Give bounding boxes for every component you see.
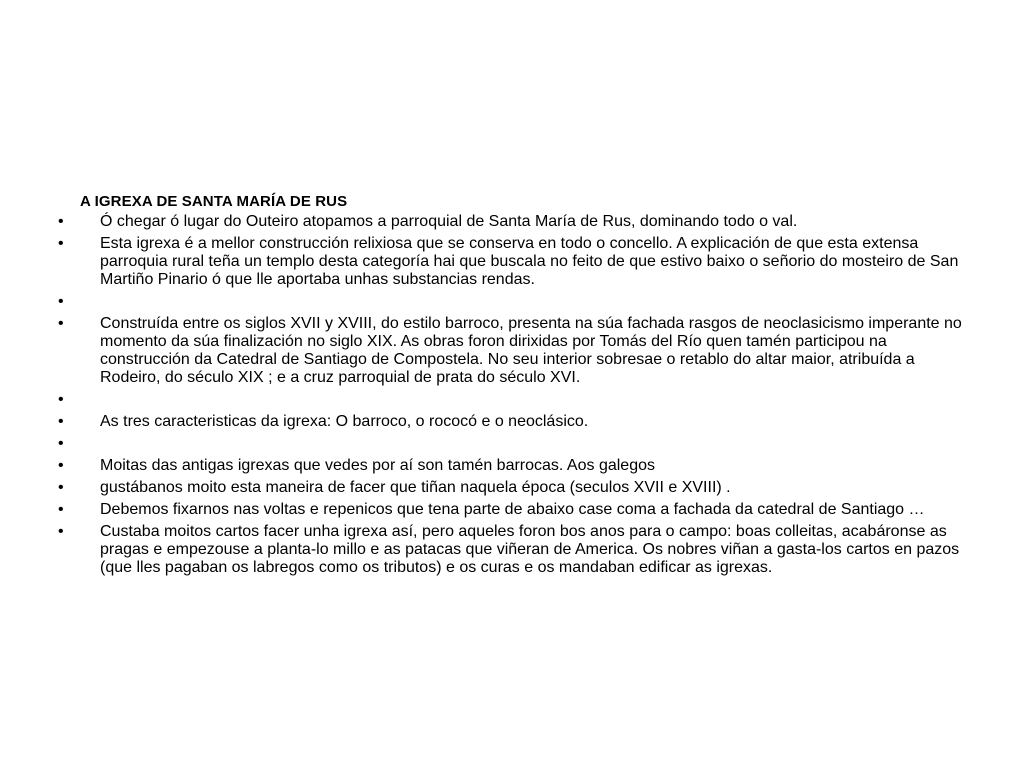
list-item (58, 235, 963, 289)
slide-title: A IGREXA DE SANTA MARÍA DE RUS (80, 193, 348, 210)
list-item (58, 457, 963, 475)
bullet-marker: • (58, 293, 64, 310)
bullet-marker: • (58, 213, 64, 230)
list-item-text: Esta igrexa é a mellor construcción relixiosa que se conserva en todo o concello. A explicación de que esta extensa parroquia rural teña un templo desta categoría hai que buscala no feito de que estivo baixo o señorio do mosteiro de San Martiño Pinario ó que lle aportaba unhas substancias rendas. (100, 235, 959, 288)
list-item-text: Moitas das antigas igrexas que vedes por aí son tamén barrocas. Aos galegos (100, 457, 655, 474)
list-item (58, 501, 963, 519)
list-item (58, 391, 963, 409)
bullet-marker: • (58, 391, 64, 408)
list-item (58, 479, 963, 497)
bullet-marker: • (58, 235, 64, 252)
bullet-marker: • (58, 413, 64, 430)
list-item (58, 413, 963, 431)
bullet-marker: • (58, 479, 64, 496)
list-item (58, 213, 963, 231)
list-item-text: As tres caracteristicas da igrexa: O barroco, o rococó e o neoclásico. (100, 413, 589, 430)
list-item (58, 293, 963, 311)
list-item-text: Ó chegar ó lugar do Outeiro atopamos a parroquial de Santa María de Rus, dominando todo o val. (100, 213, 798, 230)
bullet-marker: • (58, 457, 64, 474)
list-item (58, 435, 963, 453)
list-item-text: gustábanos moito esta maneira de facer que tiñan naquela época (seculos XVII e XVIII) . (100, 479, 731, 496)
bullet-marker: • (58, 435, 64, 452)
list-item (58, 523, 963, 577)
list-item-text: Construída entre os siglos XVII y XVIII, do estilo barroco, presenta na súa fachada rasgos de neoclasicismo imperante no momento da súa finalización no siglo XIX. As obras foron dirixidas por Tomás del Río quen tamén participou na construcción da Catedral de Santiago de Compostela. No seu interior sobresae o retablo do altar maior, atribuída a Rodeiro, do século XIX ; e a cruz parroquial de prata do século XVI. (100, 315, 962, 386)
bullet-marker: • (58, 501, 64, 518)
list-item-text: Debemos fixarnos nas voltas e repenicos que tena parte de abaixo case coma a fachada da catedral de Santiago … (100, 501, 925, 518)
bullet-list (58, 213, 963, 581)
list-item (58, 315, 963, 387)
bullet-marker: • (58, 523, 64, 540)
bullet-marker: • (58, 315, 64, 332)
list-item-text: Custaba moitos cartos facer unha igrexa así, pero aqueles foron bos anos para o campo: boas colleitas, acabáronse as pragas e empezouse a planta-lo millo e as patacas que viñeran de America. Os nobres viñan a gasta-los cartos en pazos (que lles pagaban os labregos como os tributos) e os curas e os mandaban edificar as igrexas. (100, 523, 960, 576)
